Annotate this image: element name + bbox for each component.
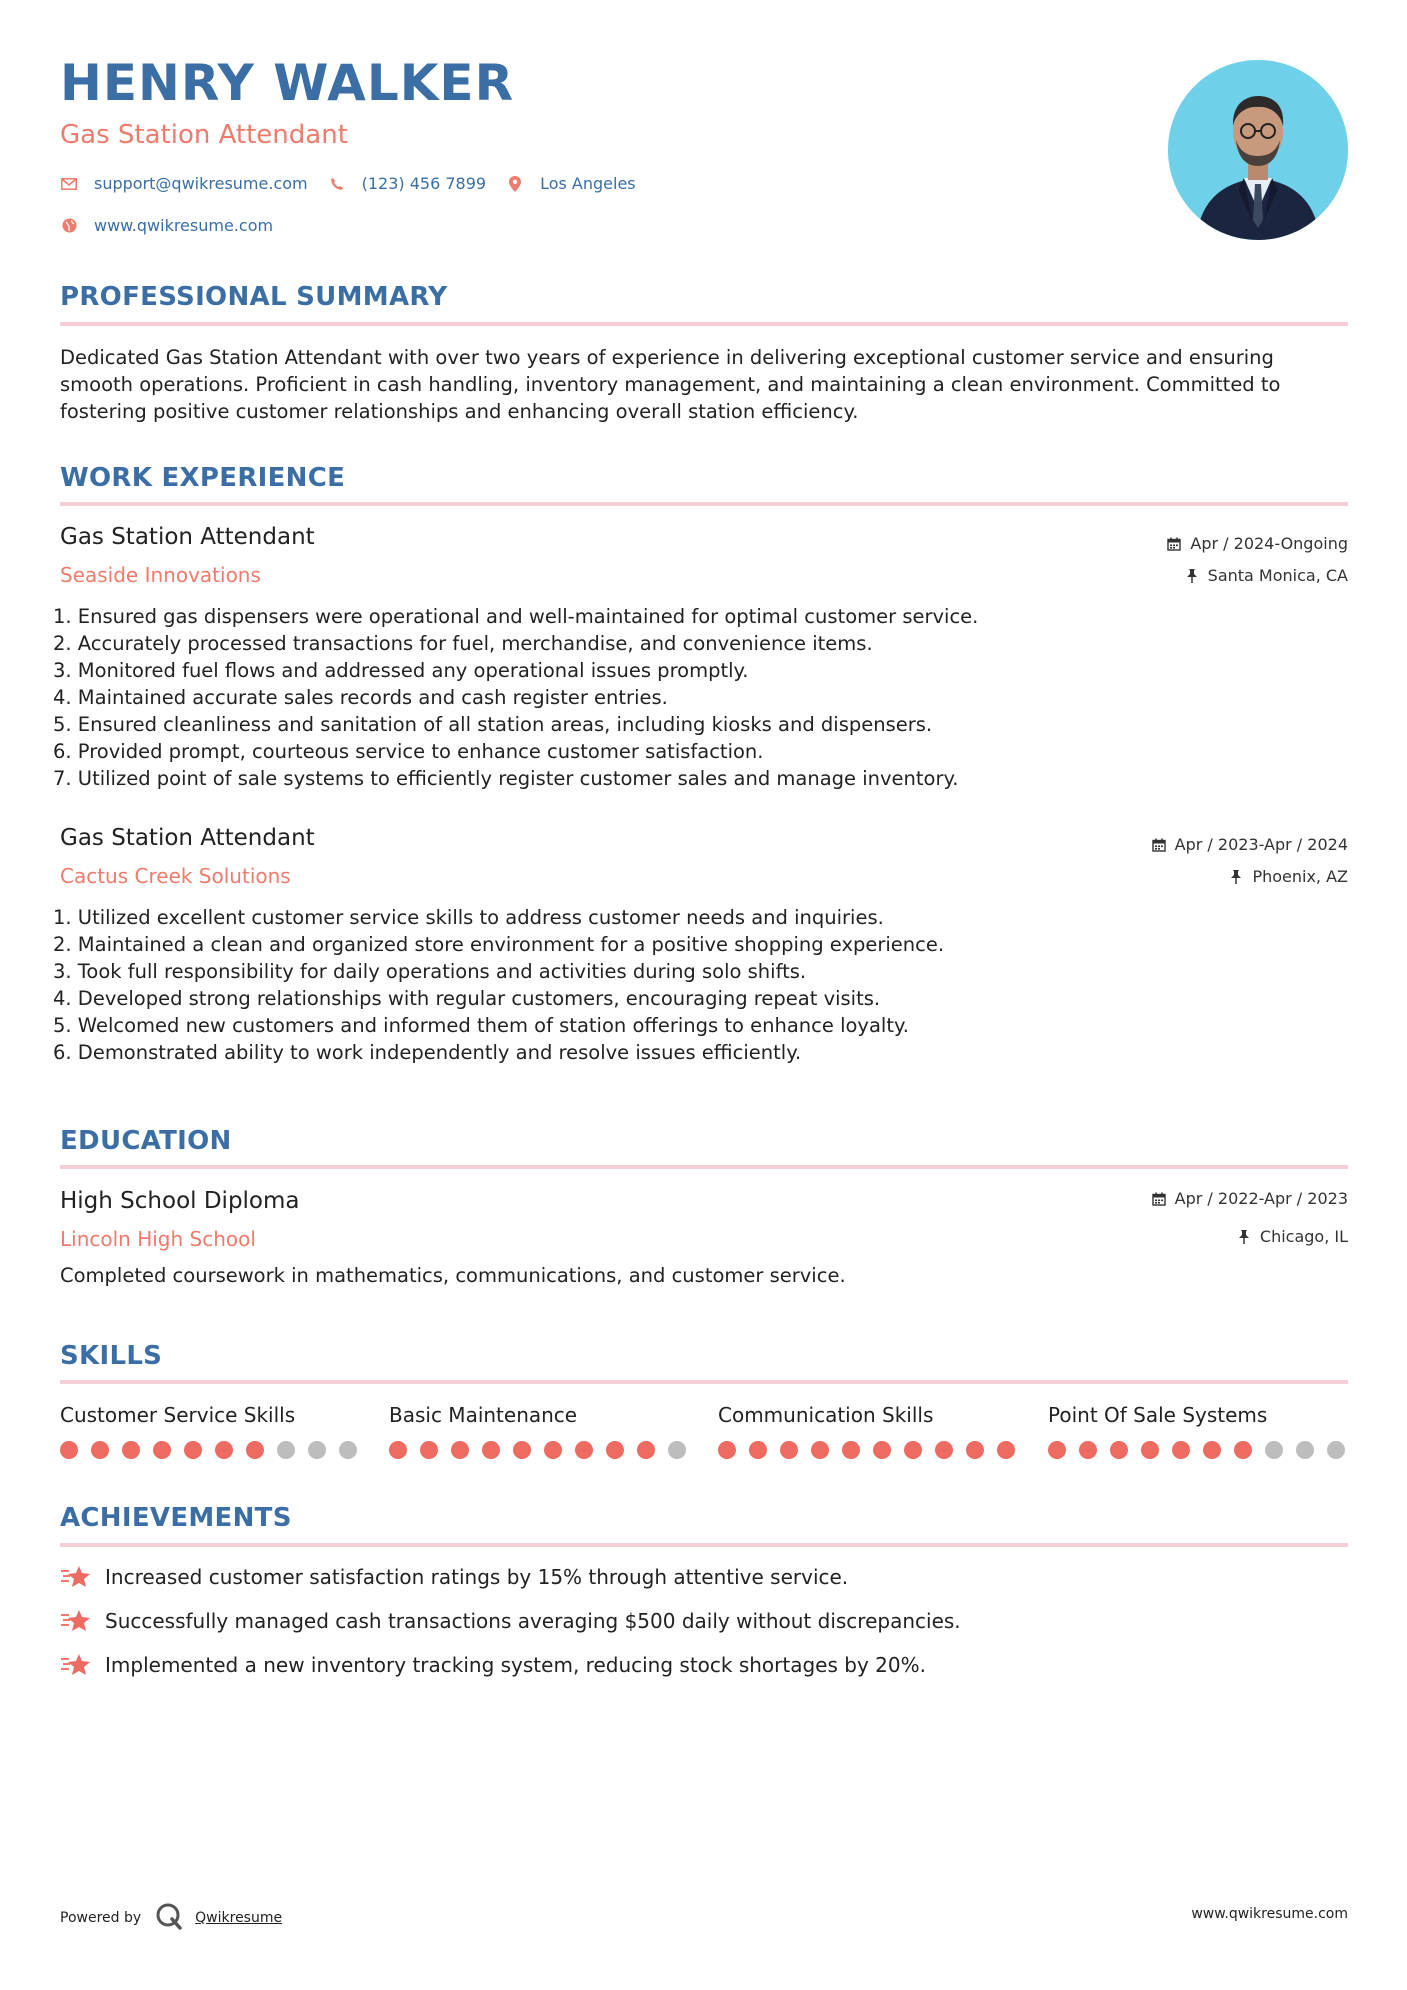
job-dates xyxy=(1166,534,1348,553)
education-dates-text: Apr / 2022-Apr / 2023 xyxy=(1174,1189,1348,1208)
job-location xyxy=(1184,566,1348,585)
rating-dot-filled xyxy=(184,1441,202,1459)
achievement-text: Increased customer satisfaction ratings by 15% through attentive service. xyxy=(105,1565,849,1589)
job-dates-text: Apr / 2023-Apr / 2024 xyxy=(1174,835,1348,854)
skill-rating xyxy=(718,1441,1028,1459)
rating-dot-filled xyxy=(215,1441,233,1459)
globe-icon xyxy=(60,217,78,235)
rating-dot-filled xyxy=(1234,1441,1252,1459)
job-dates-text: Apr / 2024-Ongoing xyxy=(1190,534,1348,553)
section-divider xyxy=(60,502,1348,506)
rating-dot-filled xyxy=(482,1441,500,1459)
website-row xyxy=(60,216,293,235)
education-heading: EDUCATION xyxy=(60,1126,232,1156)
rating-dot-filled xyxy=(637,1441,655,1459)
rating-dot-filled xyxy=(1079,1441,1097,1459)
list-item: 4. Developed strong relationships with regular customers, encouraging repeat visits. xyxy=(53,987,881,1010)
rating-dot-filled xyxy=(780,1441,798,1459)
skill-name: Point Of Sale Systems xyxy=(1048,1403,1268,1427)
calendar-icon xyxy=(1151,1191,1167,1207)
list-item: 5. Welcomed new customers and informed them of station offerings to enhance loyalty. xyxy=(53,1014,909,1037)
profile-photo xyxy=(1168,60,1348,240)
skill-rating xyxy=(389,1441,699,1459)
list-item: 6. Provided prompt, courteous service to enhance customer satisfaction. xyxy=(53,740,764,763)
qwikresume-link[interactable]: Qwikresume xyxy=(195,1910,283,1926)
list-item: 3. Monitored fuel flows and addressed any operational issues promptly. xyxy=(53,659,749,682)
qwikresume-logo-icon xyxy=(155,1902,183,1934)
rating-dot-filled xyxy=(122,1441,140,1459)
phone-icon xyxy=(328,175,346,193)
rating-dot-filled xyxy=(1172,1441,1190,1459)
list-item: 1. Ensured gas dispensers were operational and well-maintained for optimal customer service. xyxy=(53,605,979,628)
section-divider xyxy=(60,1543,1348,1547)
calendar-icon xyxy=(1166,536,1182,552)
job-location-text: Santa Monica, CA xyxy=(1207,566,1348,585)
rating-dot-filled xyxy=(966,1441,984,1459)
rating-dot-filled xyxy=(420,1441,438,1459)
section-divider xyxy=(60,1380,1348,1384)
rating-dot-filled xyxy=(842,1441,860,1459)
list-item: 2. Accurately processed transactions for fuel, merchandise, and convenience items. xyxy=(53,632,873,655)
rating-dot-empty xyxy=(668,1441,686,1459)
achievement-item xyxy=(60,1564,848,1590)
job-duties-list xyxy=(53,904,1343,1066)
rating-dot-filled xyxy=(60,1441,78,1459)
job-title: Gas Station Attendant xyxy=(60,825,315,851)
skill-name: Basic Maintenance xyxy=(389,1403,578,1427)
powered-by-label: Powered by xyxy=(60,1910,142,1926)
skill-item xyxy=(1048,1403,1358,1459)
summary-heading: PROFESSIONAL SUMMARY xyxy=(60,282,448,312)
footer-website[interactable]: www.qwikresume.com xyxy=(1191,1906,1348,1922)
degree-title: High School Diploma xyxy=(60,1188,300,1214)
rating-dot-filled xyxy=(575,1441,593,1459)
job-title: Gas Station Attendant xyxy=(60,524,315,550)
rating-dot-filled xyxy=(246,1441,264,1459)
list-item: 3. Took full responsibility for daily operations and activities during solo shifts. xyxy=(53,960,807,983)
star-icon xyxy=(60,1652,92,1678)
summary-text: Dedicated Gas Station Attendant with over two years of experience in delivering exceptional customer service and ensuring smooth operations. Proficient in cash handling, inventory management, and maintaining a clean environment. Committed to fostering positive customer relationships and enhancing overall station efficiency. xyxy=(60,346,1281,423)
skill-rating xyxy=(60,1441,370,1459)
skill-rating xyxy=(1048,1441,1358,1459)
achievement-text: Implemented a new inventory tracking system, reducing stock shortages by 20%. xyxy=(105,1653,926,1677)
list-item: 7. Utilized point of sale systems to efficiently register customer sales and manage inventory. xyxy=(53,767,959,790)
map-pin-icon xyxy=(506,175,524,193)
list-item: 2. Maintained a clean and organized store environment for a positive shopping experience. xyxy=(53,933,945,956)
education-dates xyxy=(1151,1189,1348,1208)
rating-dot-filled xyxy=(811,1441,829,1459)
contact-phone[interactable]: (123) 456 7899 xyxy=(361,174,487,193)
footer-powered-by xyxy=(60,1902,282,1934)
rating-dot-empty xyxy=(339,1441,357,1459)
skill-name: Customer Service Skills xyxy=(60,1403,296,1427)
rating-dot-empty xyxy=(1265,1441,1283,1459)
job-company: Seaside Innovations xyxy=(60,563,261,587)
rating-dot-filled xyxy=(544,1441,562,1459)
rating-dot-filled xyxy=(91,1441,109,1459)
calendar-icon xyxy=(1151,837,1167,853)
skill-item xyxy=(718,1403,1028,1459)
skill-item xyxy=(389,1403,699,1459)
envelope-icon xyxy=(60,175,78,193)
job-company: Cactus Creek Solutions xyxy=(60,864,291,888)
rating-dot-filled xyxy=(606,1441,624,1459)
rating-dot-filled xyxy=(904,1441,922,1459)
pushpin-icon xyxy=(1184,568,1200,584)
star-icon xyxy=(60,1608,92,1634)
experience-heading: WORK EXPERIENCE xyxy=(60,463,346,493)
list-item: 5. Ensured cleanliness and sanitation of all station areas, including kiosks and dispensers. xyxy=(53,713,933,736)
rating-dot-filled xyxy=(1110,1441,1128,1459)
rating-dot-filled xyxy=(718,1441,736,1459)
contact-website[interactable]: www.qwikresume.com xyxy=(94,216,274,235)
list-item: 6. Demonstrated ability to work independently and resolve issues efficiently. xyxy=(53,1041,802,1064)
list-item: 1. Utilized excellent customer service skills to address customer needs and inquiries. xyxy=(53,906,884,929)
school-name: Lincoln High School xyxy=(60,1227,256,1251)
job-location-text: Phoenix, AZ xyxy=(1252,867,1348,886)
rating-dot-filled xyxy=(513,1441,531,1459)
contact-row xyxy=(60,174,656,193)
education-location xyxy=(1236,1227,1348,1246)
rating-dot-filled xyxy=(749,1441,767,1459)
rating-dot-filled xyxy=(1048,1441,1066,1459)
rating-dot-filled xyxy=(451,1441,469,1459)
skill-item xyxy=(60,1403,370,1459)
contact-location: Los Angeles xyxy=(540,174,636,193)
candidate-role: Gas Station Attendant xyxy=(60,120,348,150)
list-item: 4. Maintained accurate sales records and cash register entries. xyxy=(53,686,668,709)
star-icon xyxy=(60,1564,92,1590)
pushpin-icon xyxy=(1228,869,1244,885)
pushpin-icon xyxy=(1236,1229,1252,1245)
rating-dot-filled xyxy=(873,1441,891,1459)
rating-dot-empty xyxy=(1296,1441,1314,1459)
candidate-name: HENRY WALKER xyxy=(60,54,515,112)
rating-dot-empty xyxy=(308,1441,326,1459)
skills-heading: SKILLS xyxy=(60,1341,163,1371)
rating-dot-filled xyxy=(1203,1441,1221,1459)
rating-dot-filled xyxy=(997,1441,1015,1459)
rating-dot-filled xyxy=(153,1441,171,1459)
achievement-text: Successfully managed cash transactions averaging $500 daily without discrepancies. xyxy=(105,1609,961,1633)
section-divider xyxy=(60,322,1348,326)
achievement-item xyxy=(60,1652,926,1678)
achievements-heading: ACHIEVEMENTS xyxy=(60,1503,292,1533)
job-dates xyxy=(1151,835,1348,854)
job-duties-list xyxy=(53,603,1343,792)
achievement-item xyxy=(60,1608,961,1634)
job-location xyxy=(1228,867,1348,886)
section-divider xyxy=(60,1165,1348,1169)
rating-dot-filled xyxy=(935,1441,953,1459)
rating-dot-empty xyxy=(1327,1441,1345,1459)
education-location-text: Chicago, IL xyxy=(1259,1227,1348,1246)
education-description: Completed coursework in mathematics, communications, and customer service. xyxy=(60,1264,846,1287)
rating-dot-empty xyxy=(277,1441,295,1459)
rating-dot-filled xyxy=(1141,1441,1159,1459)
rating-dot-filled xyxy=(389,1441,407,1459)
contact-email[interactable]: support@qwikresume.com xyxy=(94,174,308,193)
skill-name: Communication Skills xyxy=(718,1403,934,1427)
